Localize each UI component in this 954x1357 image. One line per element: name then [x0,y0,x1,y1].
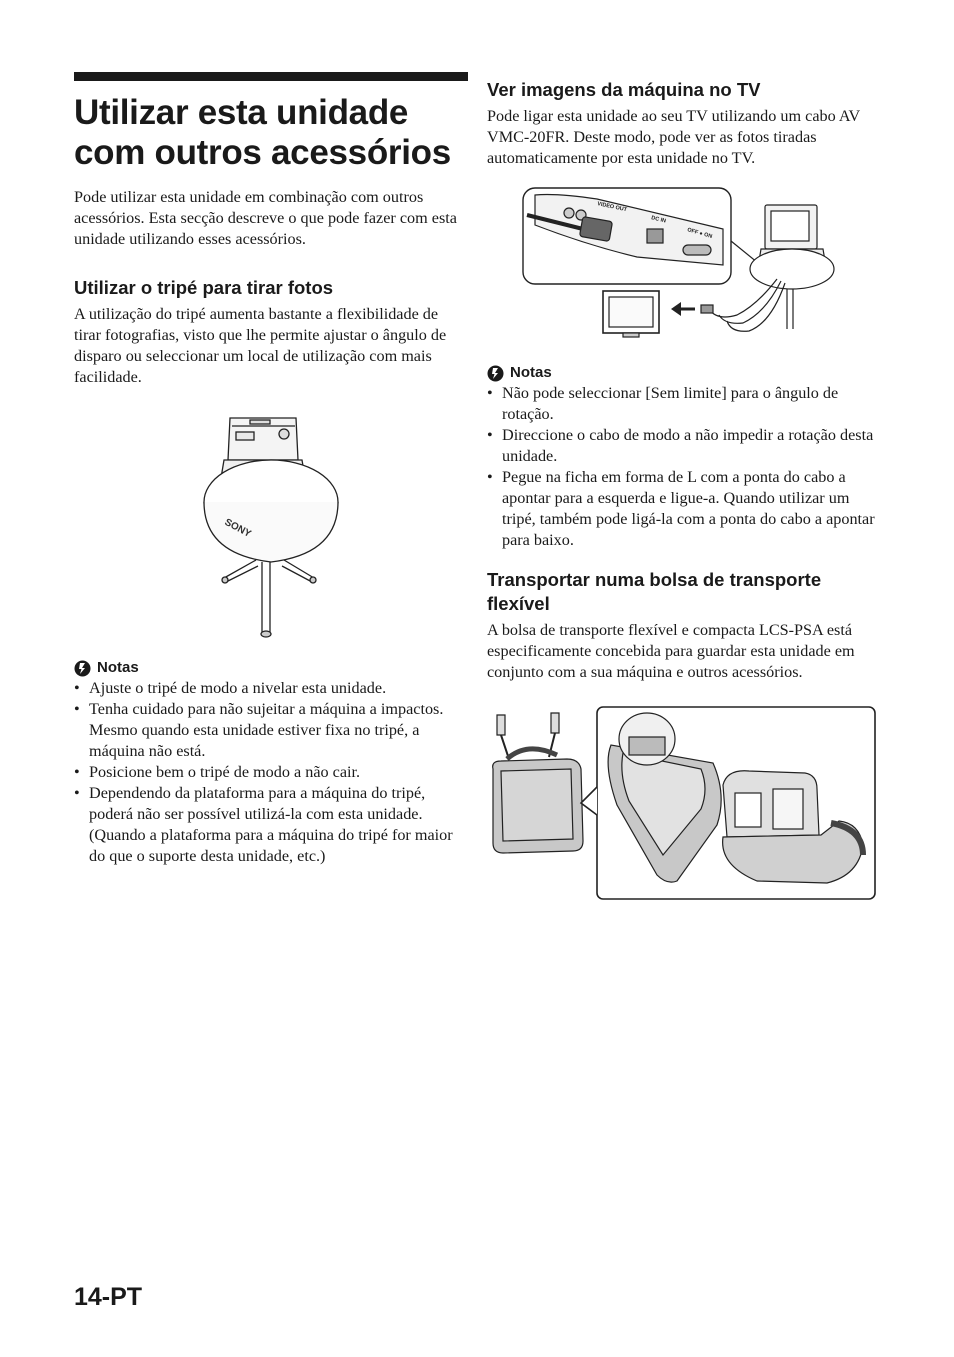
tripod-heading: Utilizar o tripé para tirar fotos [74,277,334,298]
notes-list-right [487,383,881,551]
tv-connection-illustration [487,185,881,355]
tv-heading: Ver imagens da máquina no TV [487,79,761,100]
intro-text: Pode utilizar esta unidade em combinação com outros acessórios. Esta secção descreve o que pode fazer com esta unidade utilizando esses acessórios. [74,188,457,248]
port-label-switch: OFF ● ON [686,227,713,240]
tripod-sony-logo: SONY [222,516,253,540]
right-column [487,72,881,901]
tripod-illustration [74,402,468,642]
left-column [74,72,468,867]
bag-heading: Transportar numa bolsa de transporte flexível [487,569,822,614]
list-item [74,699,468,762]
carrying-bag-illustration [487,705,881,901]
port-label-dc: DC IN [650,215,667,225]
list-item: • Ajuste o tripé de modo a nivelar esta unidade. [74,678,468,699]
bag-text: A bolsa de transporte flexível e compacta LCS-PSA está especificamente concebida para guardar esta unidade em conjunto com a sua máquina e outros acessórios. [487,621,855,681]
notes-heading-right-label: Notas [510,364,552,381]
tv-text: Pode ligar esta unidade ao seu TV utilizando um cabo AV VMC-20FR. Deste modo, pode ver as fotos tiradas automaticamente por esta unidade no TV. [487,107,860,167]
page-title-line-1: Utilizar esta unidade [74,93,409,132]
list-item: • Dependendo da plataforma para a máquina do tripé, poderá não ser possível utilizá-la com esta unidade. (Quando a plataforma para a máquina do tripé for maior do que o suporte desta unidade, etc.) [74,783,468,867]
list-item: • Não pode seleccionar [Sem limite] para o ângulo de rotação. [487,383,881,425]
list-item: • Direccione o cabo de modo a não impedir a rotação desta unidade. [487,425,881,467]
notes-heading-right [487,363,881,383]
notes-heading-left [74,658,468,678]
list-item-subtext: Mesmo quando esta unidade estiver fixa no tripé, a máquina não está. [89,721,420,760]
tripod-text: A utilização do tripé aumenta bastante a flexibilidade de tirar fotografias, visto que lhe permite ajustar o ângulo de disparo ou seleccionar um local de utilização com mais facilidade. [74,305,447,386]
port-label-video: VIDEO OUT [596,201,628,214]
warning-note-icon [74,660,91,677]
notes-list-left [74,678,468,867]
list-item: • Pegue na ficha em forma de L com a ponta do cabo a apontar para a esquerda e ligue-a. Quando utilizar um tripé, também pode ligá-la com a ponta do cabo a apontar para baixo. [487,467,881,551]
warning-note-icon [487,365,504,382]
page-title-line-2: com outros acessórios [74,133,451,172]
page-number: 14-PT [74,1283,143,1311]
list-item: • Posicione bem o tripé de modo a não cair. [74,762,468,783]
title-rule [74,72,468,81]
notes-heading-left-label: Notas [97,659,139,676]
page-title [74,93,468,173]
list-item-text: Tenha cuidado para não sujeitar a máquina a impactos. [89,700,444,718]
